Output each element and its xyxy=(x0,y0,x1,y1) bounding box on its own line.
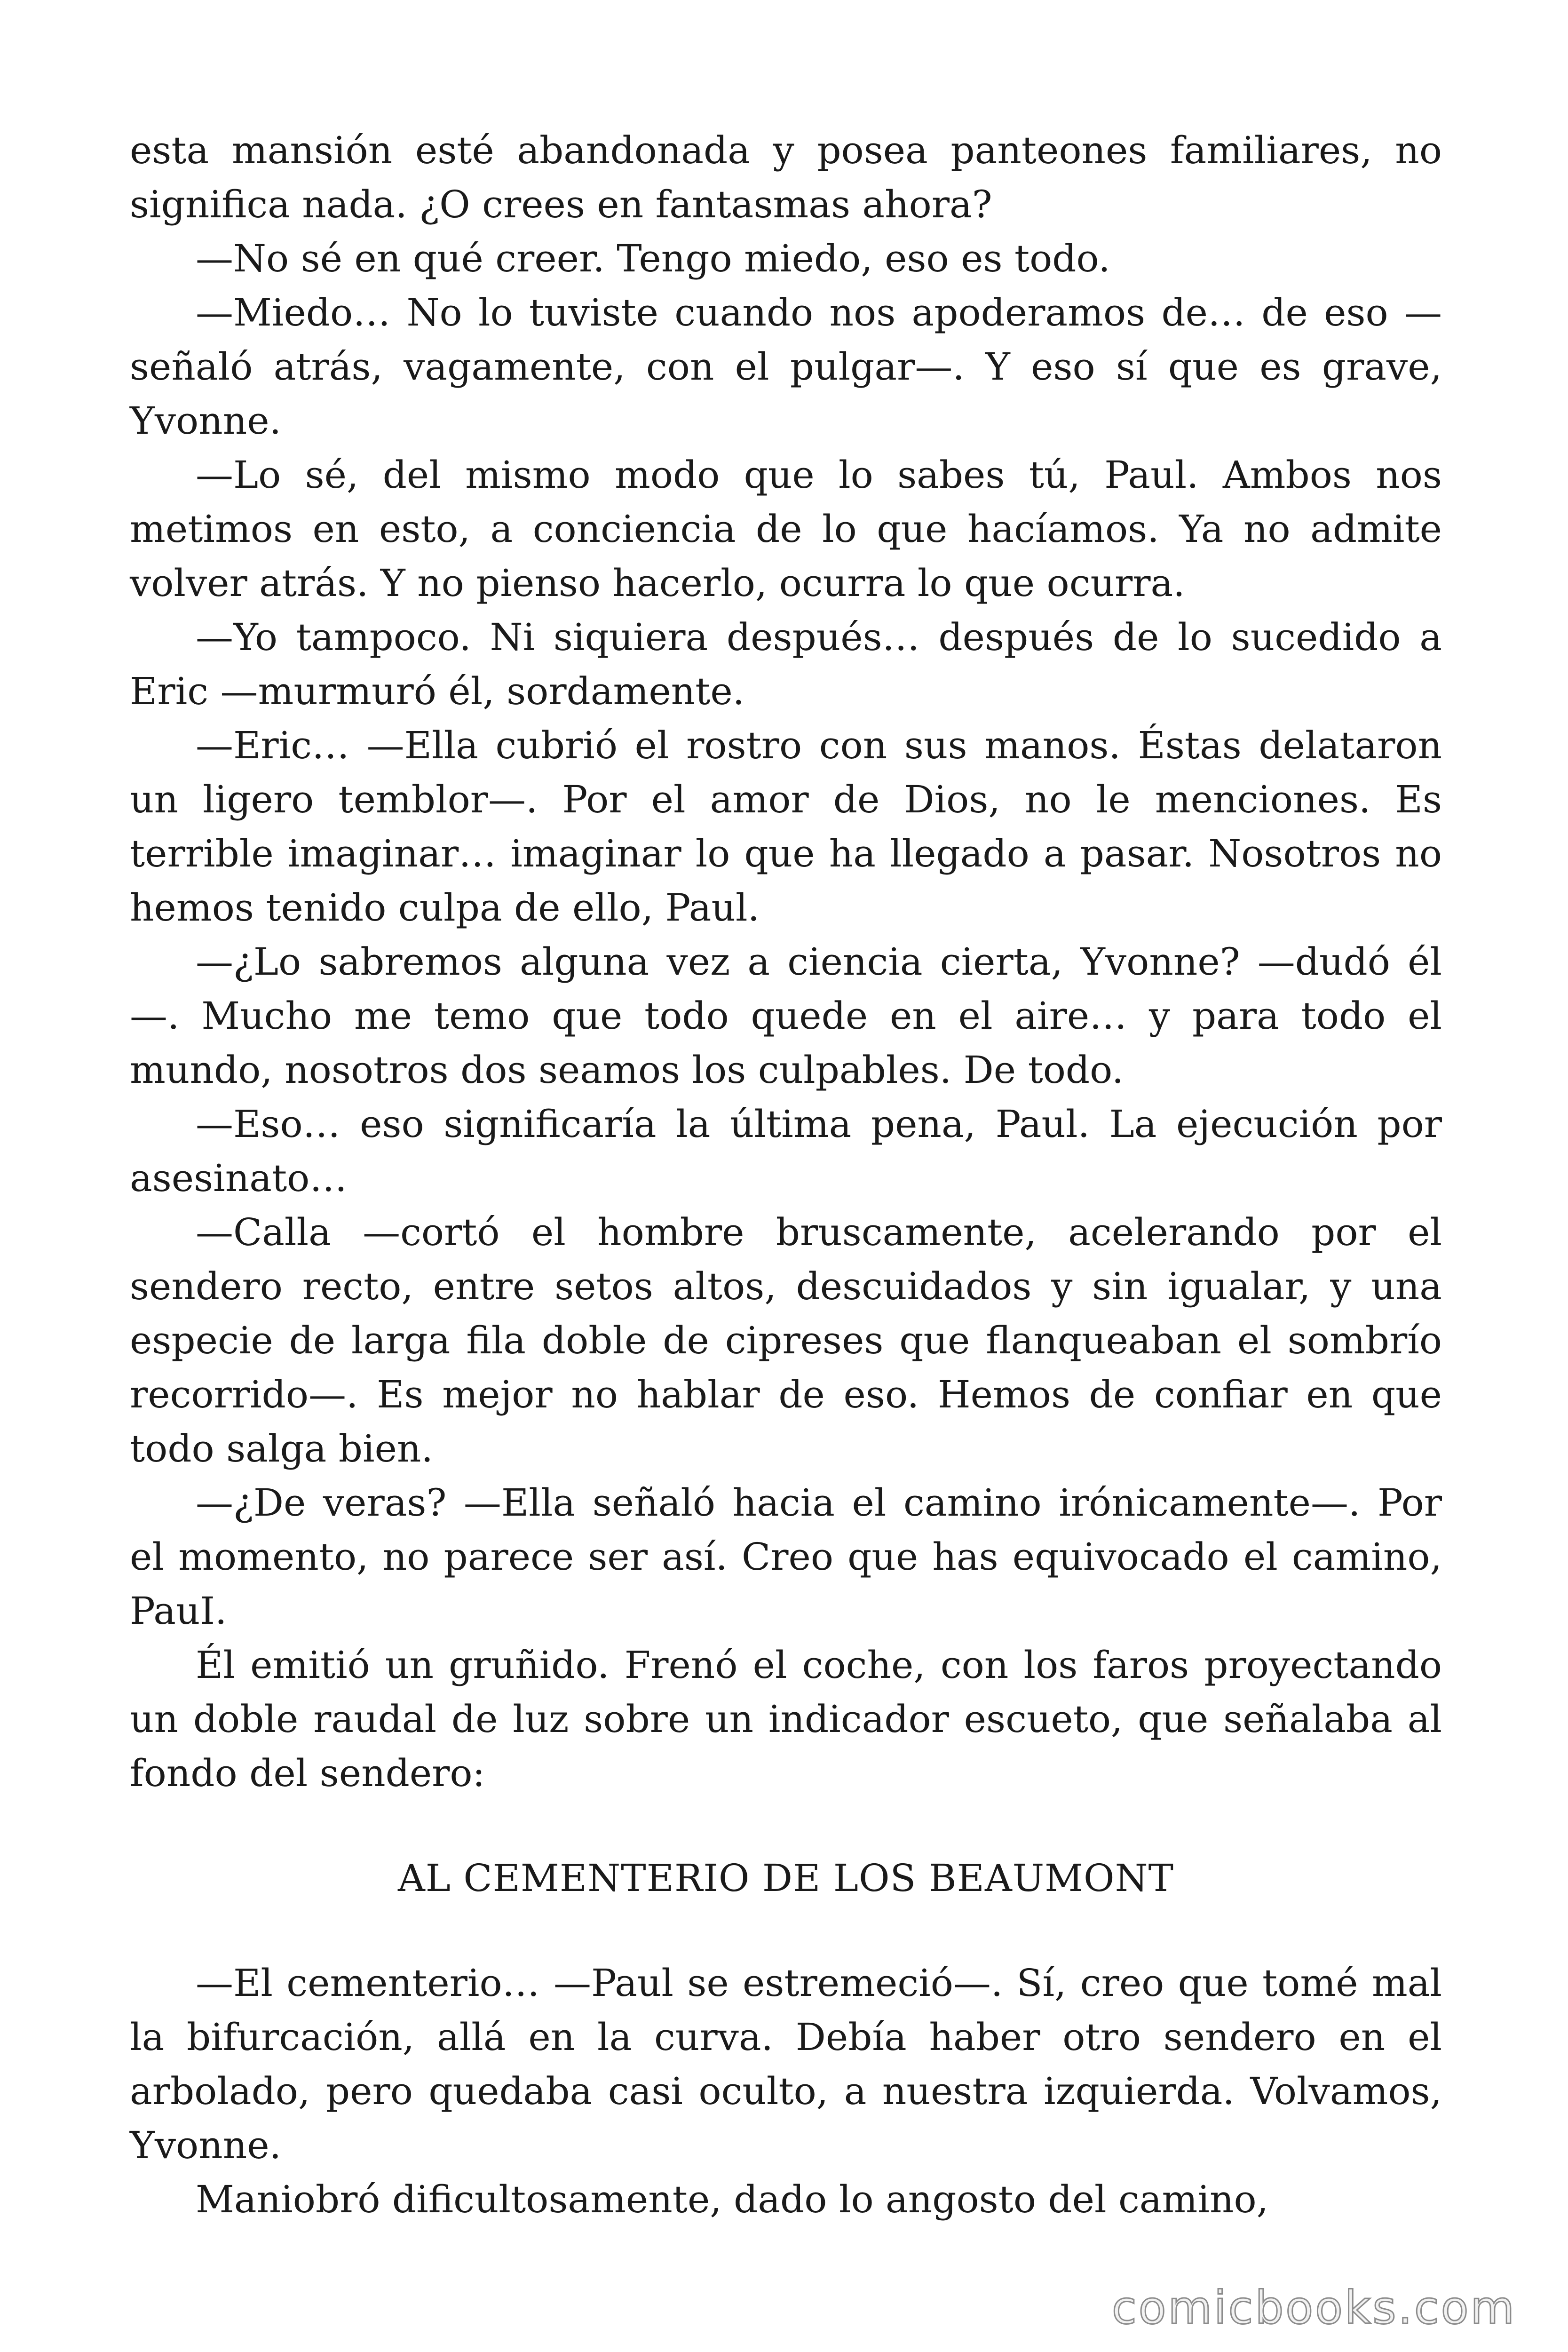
paragraph: —No sé en qué creer. Tengo miedo, eso es todo. xyxy=(196,237,1110,280)
paragraph: —El cementerio… —Paul se estremeció—. Sí, creo que tomé mal la bifurcación, allá en la curva. Debía haber otro sendero en el arbolado, pero quedaba casi oculto, a nuestra izquierda. Volvamos, Yvonne. xyxy=(130,1961,1442,2167)
paragraph: —¿Lo sabremos alguna vez a ciencia cierta, Yvonne? —dudó él —. Mucho me temo que todo quede en el aire… y para todo el mundo, nosotros dos seamos los culpables. De todo. xyxy=(130,940,1442,1092)
paragraph: Maniobró dificultosamente, dado lo angosto del camino, xyxy=(196,2177,1269,2221)
paragraph: —Lo sé, del mismo modo que lo sabes tú, Paul. Ambos nos metimos en esto, a conciencia de lo que hacíamos. Ya no admite volver atrás. Y no pienso hacerlo, ocurra lo que ocurra. xyxy=(130,453,1442,605)
paragraph: —Calla —cortó el hombre bruscamente, acelerando por el sendero recto, entre setos altos, descuidados y sin igualar, y una especie de larga fila doble de cipreses que flanqueaban el sombrío recorrido—. Es mejor no hablar de eso. Hemos de confiar en que todo salga bien. xyxy=(130,1210,1442,1470)
body-text xyxy=(130,123,1442,2226)
paragraphs-before xyxy=(130,123,1442,1800)
paragraph: —¿De veras? —Ella señaló hacia el camino irónicamente—. Por el momento, no parece ser así. Creo que has equivocado el camino, PauI. xyxy=(130,1481,1442,1633)
paragraph: —Eso… eso significaría la última pena, Paul. La ejecución por asesinato… xyxy=(130,1102,1442,1200)
paragraph: —Eric… —Ella cubrió el rostro con sus manos. Éstas delataron un ligero temblor—. Por el amor de Dios, no le menciones. Es terrible imaginar… imaginar lo que ha llegado a pasar. Nosotros no hemos tenido culpa de ello, Paul. xyxy=(130,723,1442,930)
sign-heading: AL CEMENTERIO DE LOS BEAUMONT xyxy=(397,1856,1174,1900)
paragraphs-after xyxy=(130,1956,1442,2226)
watermark-logo: comicbooks.com xyxy=(1111,2281,1516,2334)
paragraph: esta mansión esté abandonada y posea panteones familiares, no significa nada. ¿O crees en fantasmas ahora? xyxy=(130,128,1442,226)
paragraph: Él emitió un gruñido. Frenó el coche, con los faros proyectando un doble raudal de luz sobre un indicador escueto, que señalaba al fondo del sendero: xyxy=(130,1643,1442,1795)
paragraph: —Miedo… No lo tuviste cuando nos apoderamos de… de eso —señaló atrás, vagamente, con el pulgar—. Y eso sí que es grave, Yvonne. xyxy=(130,291,1442,443)
paragraph: —Yo tampoco. Ni siquiera después… después de lo sucedido a Eric —murmuró él, sordamente. xyxy=(130,615,1442,713)
